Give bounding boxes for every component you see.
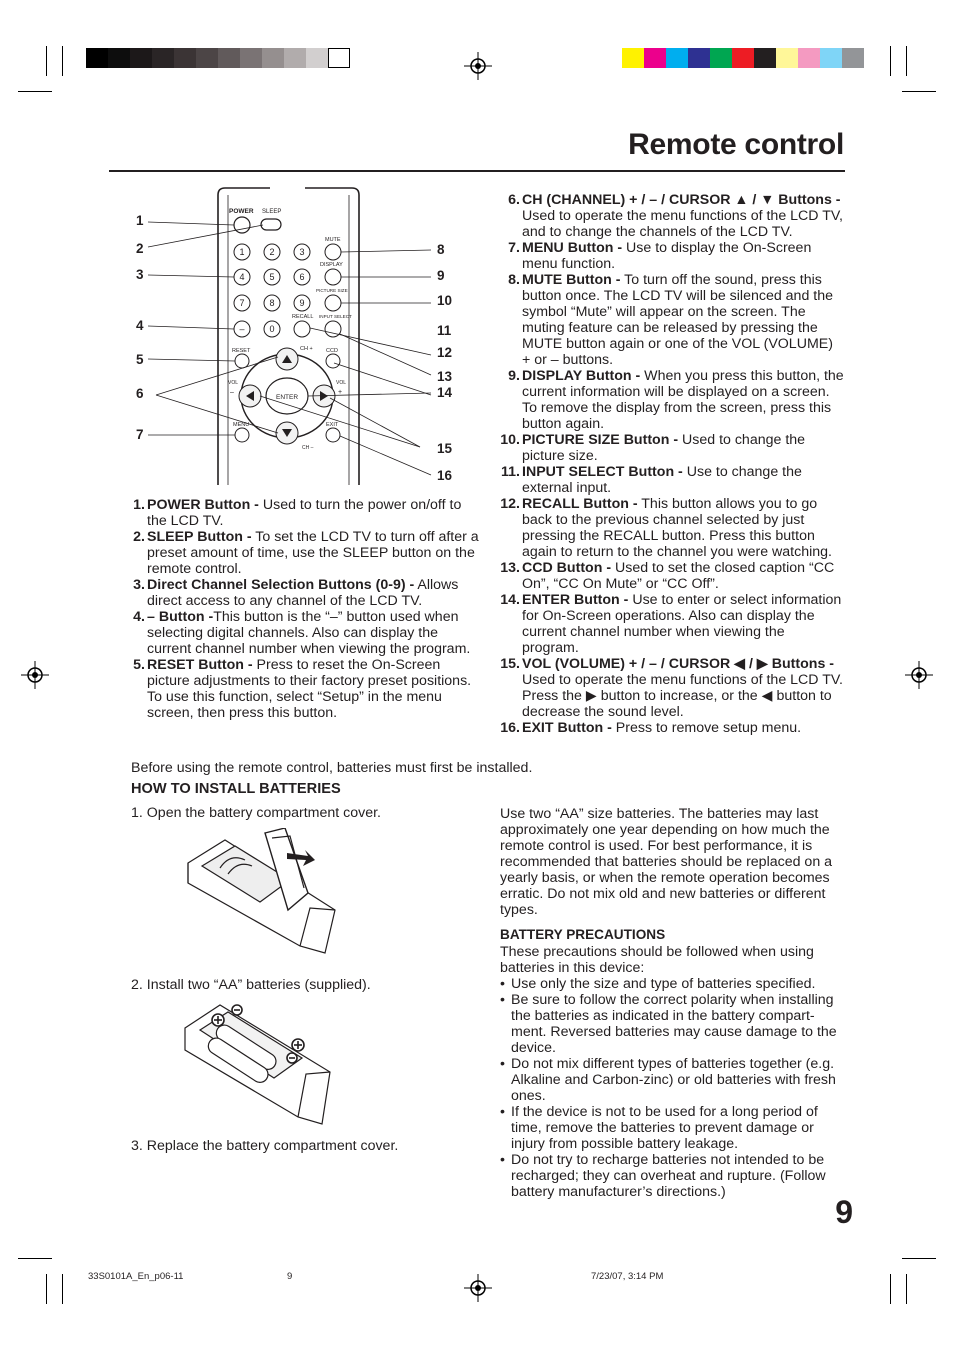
registration-target-icon (464, 52, 492, 80)
ccd-button[interactable] (326, 354, 340, 368)
list-item: 13. CCD Button - Used to set the closed caption “CC On”, “CC On Mute” or “CC Off”. (500, 560, 835, 592)
callout-8: 8 (437, 242, 445, 257)
precautions-heading: BATTERY PRECAUTIONS (500, 927, 666, 942)
crop-mark (890, 1274, 891, 1304)
digit-2: 2 (269, 247, 275, 257)
menu-label: MENU (233, 422, 250, 428)
gray-swatch (262, 48, 284, 68)
gray-swatch (328, 48, 350, 68)
mute-label: MUTE (325, 237, 341, 243)
color-swatch (798, 48, 820, 68)
list-item: • Be sure to follow the correct polarity when installing the batteries as indicated in the battery compart-ment. Reversed batteries may cause damage to the device. (500, 992, 846, 1056)
crop-mark (906, 46, 907, 76)
registration-target-icon (21, 661, 49, 689)
list-item: 2. SLEEP Button - To set the LCD TV to turn off after a preset amount of time, use the SLEEP button on the remote control. (133, 529, 479, 577)
callout-14: 14 (437, 385, 453, 400)
callout-2: 2 (136, 241, 144, 256)
list-item: • Use only the size and type of batteries specified. (500, 976, 846, 992)
battery-intro: Before using the remote control, batteries must first be installed. (131, 760, 533, 776)
callout-9: 9 (437, 268, 445, 283)
list-item: • If the device is not to be used for a long period of time, remove the batteries to prevent damage or injury from possible battery leakage. (500, 1104, 846, 1152)
digit-0: 0 (269, 324, 275, 334)
callout-13: 13 (437, 369, 453, 384)
digit-3: 3 (299, 247, 305, 257)
reset-label: RESET (232, 348, 251, 354)
ch-plus-label: CH + (300, 346, 313, 352)
precautions-list (500, 976, 846, 1200)
footer-file: 33S0101A_En_p06-11 (88, 1271, 184, 1282)
color-swatch (710, 48, 732, 68)
gray-swatch (152, 48, 174, 68)
ccd-label: CCD (326, 348, 338, 354)
dash-key: – (239, 324, 245, 334)
page-number: 9 (835, 1194, 853, 1230)
digit-6: 6 (299, 272, 305, 282)
open-cover-illustration (180, 828, 345, 963)
callout-1: 1 (136, 213, 144, 228)
list-item: 11. INPUT SELECT Button - Use to change the external input. (501, 464, 802, 496)
crop-mark (18, 91, 52, 92)
battery-step-2: 2. Install two “AA” batteries (supplied). (131, 977, 371, 993)
digit-5: 5 (269, 272, 275, 282)
callout-5: 5 (136, 352, 144, 367)
color-swatch (666, 48, 688, 68)
page-title: Remote control (628, 128, 844, 161)
list-item: 4. – Button -This button is the “–” button used when selecting digital channels. Also can display the current channel number when viewing the program. (133, 609, 471, 657)
list-item: 14. ENTER Button - Use to enter or select information for On-Screen operations. Also can display the current channel number when viewing the program. (500, 592, 842, 656)
digit-4: 4 (239, 272, 245, 282)
registration-target-icon (905, 661, 933, 689)
battery-info: Use two “AA” size batteries. The batteries may last approximately one year depending on how much the remote control is used. For best performance, it is recommended that batteries should be replaced on a yearly basis, or when the remote operation becomes erratic. Do not mix old and new batteries or different types. (500, 806, 833, 918)
vol-plus-sign: + (338, 389, 343, 396)
exit-label: EXIT (326, 422, 339, 428)
list-item: 5. RESET Button - Press to reset the On-Screen picture adjustments to their factory preset positions. To use this function, select “Setup” in the menu screen, then press this button. (133, 657, 472, 721)
color-swatch (688, 48, 710, 68)
digit-7: 7 (239, 298, 245, 308)
grayscale-calibration-bar (86, 48, 350, 68)
crop-mark (902, 1258, 936, 1259)
color-swatch (754, 48, 776, 68)
gray-swatch (174, 48, 196, 68)
crop-mark (62, 1274, 63, 1304)
remote-control-diagram (120, 185, 460, 490)
ch-minus-label: CH – (302, 445, 314, 451)
sleep-button[interactable] (261, 219, 281, 230)
menu-button[interactable] (235, 428, 249, 442)
reset-button[interactable] (235, 354, 249, 368)
callout-16: 16 (437, 468, 453, 483)
digit-1: 1 (239, 247, 245, 257)
crop-mark (46, 46, 47, 76)
list-item: 10. PICTURE SIZE Button - Used to change the picture size. (500, 432, 806, 464)
callout-6: 6 (136, 386, 144, 401)
exit-button[interactable] (326, 428, 340, 442)
footer-datetime: 7/23/07, 3:14 PM (591, 1271, 664, 1282)
callout-12: 12 (437, 345, 453, 360)
battery-step-3: 3. Replace the battery compartment cover. (131, 1138, 399, 1154)
gray-swatch (240, 48, 262, 68)
list-item: 7. MENU Button - Use to display the On-Screen menu function. (508, 240, 812, 272)
digit-8: 8 (269, 298, 275, 308)
color-swatch (644, 48, 666, 68)
list-item: • Do not try to recharge batteries not intended to be recharged; they can overheat and rupture. (Follow battery manufacturer’s directions.) (500, 1152, 846, 1200)
gray-swatch (130, 48, 152, 68)
enter-label: ENTER (275, 394, 299, 401)
recall-label: RECALL (292, 314, 314, 320)
gray-swatch (306, 48, 328, 68)
footer-page: 9 (287, 1271, 293, 1282)
list-item: 1. POWER Button - Used to turn the power on/off to the LCD TV. (133, 497, 462, 529)
color-swatch (842, 48, 864, 68)
title-rule (109, 170, 845, 172)
battery-heading: HOW TO INSTALL BATTERIES (131, 781, 341, 797)
color-swatch (820, 48, 842, 68)
list-item: 15. VOL (VOLUME) + / – / CURSOR ◀ / ▶ Buttons - Used to operate the menu functions of the LCD TV. Press the ▶ button to increase, or the ◀ button to decrease the sound level. (500, 656, 843, 720)
install-batteries-illustration (180, 1000, 340, 1130)
crop-mark (890, 46, 891, 76)
callout-10: 10 (437, 293, 453, 308)
power-button[interactable] (234, 217, 250, 233)
sleep-label: SLEEP (262, 209, 282, 215)
list-item: 8. MUTE Button - To turn off the sound, press this button once. The LCD TV will be silenced and the symbol “Mute” will appear on the screen. The muting feature can be released by pressing the MUTE button again or one of the VOL (VOLUME) + or – buttons. (508, 272, 834, 368)
color-calibration-bar (622, 48, 864, 68)
crop-mark (46, 1274, 47, 1304)
gray-swatch (108, 48, 130, 68)
precautions-intro: These precautions should be followed when using batteries in this device: (500, 944, 814, 976)
gray-swatch (196, 48, 218, 68)
crop-mark (906, 1274, 907, 1304)
vol-minus-label: VOL (228, 380, 239, 386)
vol-plus-label: VOL (336, 380, 347, 386)
gray-swatch (284, 48, 306, 68)
list-item: 3. Direct Channel Selection Buttons (0-9) - Allows direct access to any channel of the LCD TV. (133, 577, 459, 609)
callout-7: 7 (136, 427, 144, 442)
crop-mark (18, 1258, 52, 1259)
button-list-right (500, 192, 844, 736)
callout-3: 3 (136, 267, 144, 282)
color-swatch (622, 48, 644, 68)
crop-mark (62, 46, 63, 76)
input-select-label: INPUT SELECT (319, 314, 352, 319)
crop-mark (902, 91, 936, 92)
digit-9: 9 (299, 298, 305, 308)
color-swatch (776, 48, 798, 68)
power-label: POWER (229, 208, 254, 215)
list-item: 16. EXIT Button - Press to remove setup menu. (500, 720, 802, 736)
list-item: 12. RECALL Button - This button allows you to go back to the previous channel selected by just pressing the RECALL button. Press this button again to return to the channel you were watching. (500, 496, 832, 560)
list-item: 9. DISPLAY Button - When you press this button, the current information will be displayed on a screen. To remove the display from the screen, press this button again. (508, 368, 844, 432)
callout-4: 4 (136, 318, 144, 333)
display-label: DISPLAY (320, 262, 343, 268)
vol-minus-sign: – (230, 389, 234, 396)
callout-15: 15 (437, 441, 453, 456)
list-item: 6. CH (CHANNEL) + / – / CURSOR ▲ / ▼ Buttons - Used to operate the menu functions of the LCD TV, and to change the channels of the LCD TV. (508, 192, 843, 240)
registration-target-icon (464, 1274, 492, 1302)
callout-11: 11 (437, 323, 452, 338)
list-item: • Do not mix different types of batteries together (e.g. Alkaline and Carbon-zinc) or old batteries with fresh ones. (500, 1056, 846, 1104)
battery-step-1: 1. Open the battery compartment cover. (131, 805, 381, 821)
gray-swatch (86, 48, 108, 68)
picture-size-label: PICTURE SIZE (316, 288, 348, 293)
color-swatch (732, 48, 754, 68)
button-list-left (133, 497, 479, 721)
gray-swatch (218, 48, 240, 68)
